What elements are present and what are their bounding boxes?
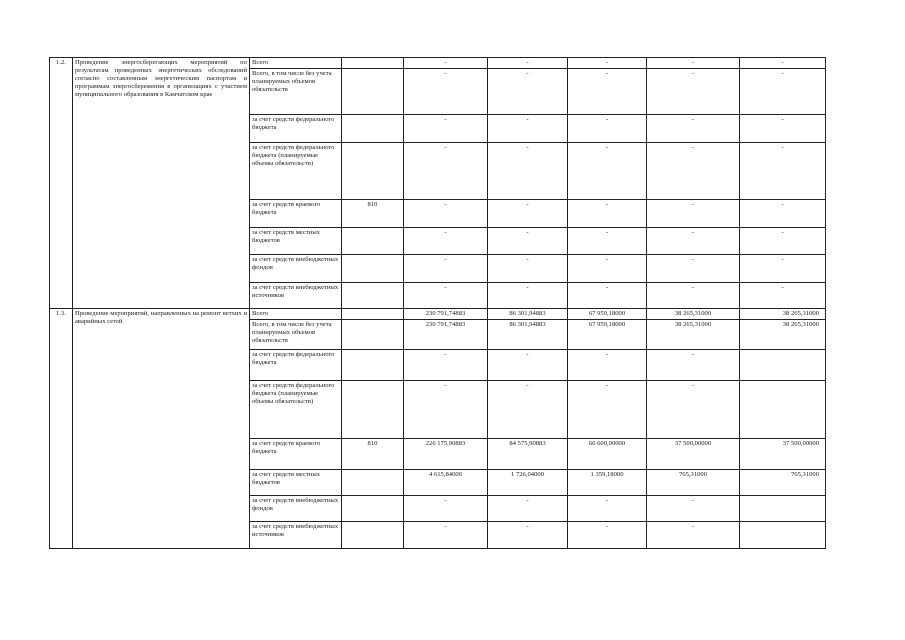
amount-cell: 4 615,84000 — [404, 469, 488, 495]
amount-cell: - — [647, 349, 740, 380]
amount-cell: - — [647, 227, 740, 254]
budget-code — [342, 254, 404, 282]
budget-code — [342, 319, 404, 349]
amount-cell: - — [568, 349, 647, 380]
amount-cell: - — [740, 114, 826, 142]
amount-cell: 67 959,18000 — [568, 319, 647, 349]
amount-cell: - — [488, 254, 568, 282]
amount-cell: - — [568, 142, 647, 199]
budget-code — [342, 282, 404, 308]
amount-cell: - — [488, 282, 568, 308]
funding-source: за счет средств внебюджетных фондов — [250, 254, 342, 282]
amount-cell: 67 959,18000 — [568, 308, 647, 319]
amount-cell: - — [568, 114, 647, 142]
amount-cell: - — [647, 58, 740, 69]
amount-cell: - — [740, 282, 826, 308]
funding-source: за счет средств местных бюджетов — [250, 227, 342, 254]
amount-cell: 38 265,31000 — [740, 319, 826, 349]
amount-cell: - — [404, 142, 488, 199]
amount-cell: - — [488, 68, 568, 114]
amount-cell: - — [647, 199, 740, 227]
amount-cell: 38 265,31000 — [740, 308, 826, 319]
amount-cell: 1 359,18000 — [568, 469, 647, 495]
amount-cell: - — [568, 227, 647, 254]
amount-cell — [740, 349, 826, 380]
funding-source: за счет средств федерального бюджета — [250, 114, 342, 142]
amount-cell: 765,31000 — [647, 469, 740, 495]
amount-cell: - — [404, 199, 488, 227]
funding-source: за счет средств федерального бюджета — [250, 349, 342, 380]
budget-code — [342, 68, 404, 114]
amount-cell: - — [488, 349, 568, 380]
budget-code — [342, 521, 404, 548]
amount-cell: - — [647, 380, 740, 438]
amount-cell: - — [568, 68, 647, 114]
amount-cell: 38 265,31000 — [647, 308, 740, 319]
amount-cell: - — [647, 142, 740, 199]
amount-cell: - — [647, 495, 740, 521]
budget-table — [49, 57, 826, 549]
funding-source: за счет средств краевого бюджета — [250, 199, 342, 227]
amount-cell: - — [404, 227, 488, 254]
amount-cell: - — [568, 380, 647, 438]
section-name: Проведение энергосберегающих мероприятий по результатам проведенных энергетических обследований согласно составленным энергетическим паспортам и программам энергосбережения в организациях с участием муниципального образования в Камчатском крае — [73, 58, 250, 309]
amount-cell: - — [404, 349, 488, 380]
budget-code — [342, 469, 404, 495]
table-row — [50, 58, 826, 69]
amount-cell — [740, 380, 826, 438]
amount-cell — [740, 521, 826, 548]
amount-cell: - — [647, 68, 740, 114]
amount-cell: - — [404, 254, 488, 282]
budget-code — [342, 227, 404, 254]
amount-cell: - — [488, 114, 568, 142]
amount-cell: - — [647, 254, 740, 282]
amount-cell: - — [404, 521, 488, 548]
budget-code — [342, 142, 404, 199]
amount-cell: - — [404, 68, 488, 114]
section-number: 1.2. — [50, 58, 73, 309]
amount-cell: - — [647, 114, 740, 142]
amount-cell: - — [488, 58, 568, 69]
amount-cell: - — [647, 282, 740, 308]
amount-cell: - — [488, 199, 568, 227]
amount-cell: - — [568, 495, 647, 521]
funding-source: за счет средств внебюджетных фондов — [250, 495, 342, 521]
amount-cell: - — [404, 58, 488, 69]
amount-cell: - — [404, 380, 488, 438]
amount-cell: - — [404, 495, 488, 521]
funding-source: за счет средств федерального бюджета (планируемые объемы обязательств) — [250, 142, 342, 199]
budget-code: 810 — [342, 199, 404, 227]
budget-code: 810 — [342, 438, 404, 469]
budget-code — [342, 495, 404, 521]
amount-cell: - — [568, 521, 647, 548]
funding-source: Всего — [250, 308, 342, 319]
table-row — [50, 308, 826, 319]
amount-cell: - — [740, 199, 826, 227]
amount-cell: - — [740, 254, 826, 282]
amount-cell: - — [488, 227, 568, 254]
amount-cell: 226 175,90883 — [404, 438, 488, 469]
amount-cell: - — [404, 282, 488, 308]
amount-cell: - — [740, 58, 826, 69]
amount-cell: - — [568, 254, 647, 282]
amount-cell: - — [647, 521, 740, 548]
amount-cell: 66 600,00000 — [568, 438, 647, 469]
budget-code — [342, 308, 404, 319]
amount-cell: - — [740, 227, 826, 254]
amount-cell: 86 301,94883 — [488, 319, 568, 349]
amount-cell — [740, 495, 826, 521]
amount-cell: - — [568, 58, 647, 69]
amount-cell: 230 791,74883 — [404, 319, 488, 349]
amount-cell: - — [488, 142, 568, 199]
funding-source: Всего, в том числе без учета планируемых объемов обязательств — [250, 319, 342, 349]
amount-cell: - — [488, 521, 568, 548]
funding-source: Всего — [250, 58, 342, 69]
amount-cell: - — [568, 282, 647, 308]
budget-code — [342, 114, 404, 142]
amount-cell: 84 575,90883 — [488, 438, 568, 469]
amount-cell: 765,31000 — [740, 469, 826, 495]
amount-cell: 86 301,94883 — [488, 308, 568, 319]
funding-source: за счет средств внебюджетных источников — [250, 282, 342, 308]
amount-cell: - — [488, 495, 568, 521]
budget-code — [342, 380, 404, 438]
amount-cell: - — [568, 199, 647, 227]
amount-cell: 230 791,74883 — [404, 308, 488, 319]
funding-source: за счет средств федерального бюджета (планируемые объемы обязательств) — [250, 380, 342, 438]
section-number: 1.3. — [50, 308, 73, 548]
amount-cell: - — [740, 68, 826, 114]
amount-cell: 37 500,00000 — [647, 438, 740, 469]
amount-cell: 38 265,31000 — [647, 319, 740, 349]
budget-code — [342, 58, 404, 69]
funding-source: за счет средств внебюджетных источников — [250, 521, 342, 548]
budget-code — [342, 349, 404, 380]
amount-cell: - — [404, 114, 488, 142]
amount-cell: - — [740, 142, 826, 199]
funding-source: за счет средств местных бюджетов — [250, 469, 342, 495]
amount-cell: 1 726,04000 — [488, 469, 568, 495]
funding-source: Всего, в том числе без учета планируемых объемов обязательств — [250, 68, 342, 114]
section-name: Проведение мероприятий, направленных на ремонт ветхих и аварийных сетей — [73, 308, 250, 548]
funding-source: за счет средств краевого бюджета — [250, 438, 342, 469]
amount-cell: - — [488, 380, 568, 438]
amount-cell: 37 500,00000 — [740, 438, 826, 469]
